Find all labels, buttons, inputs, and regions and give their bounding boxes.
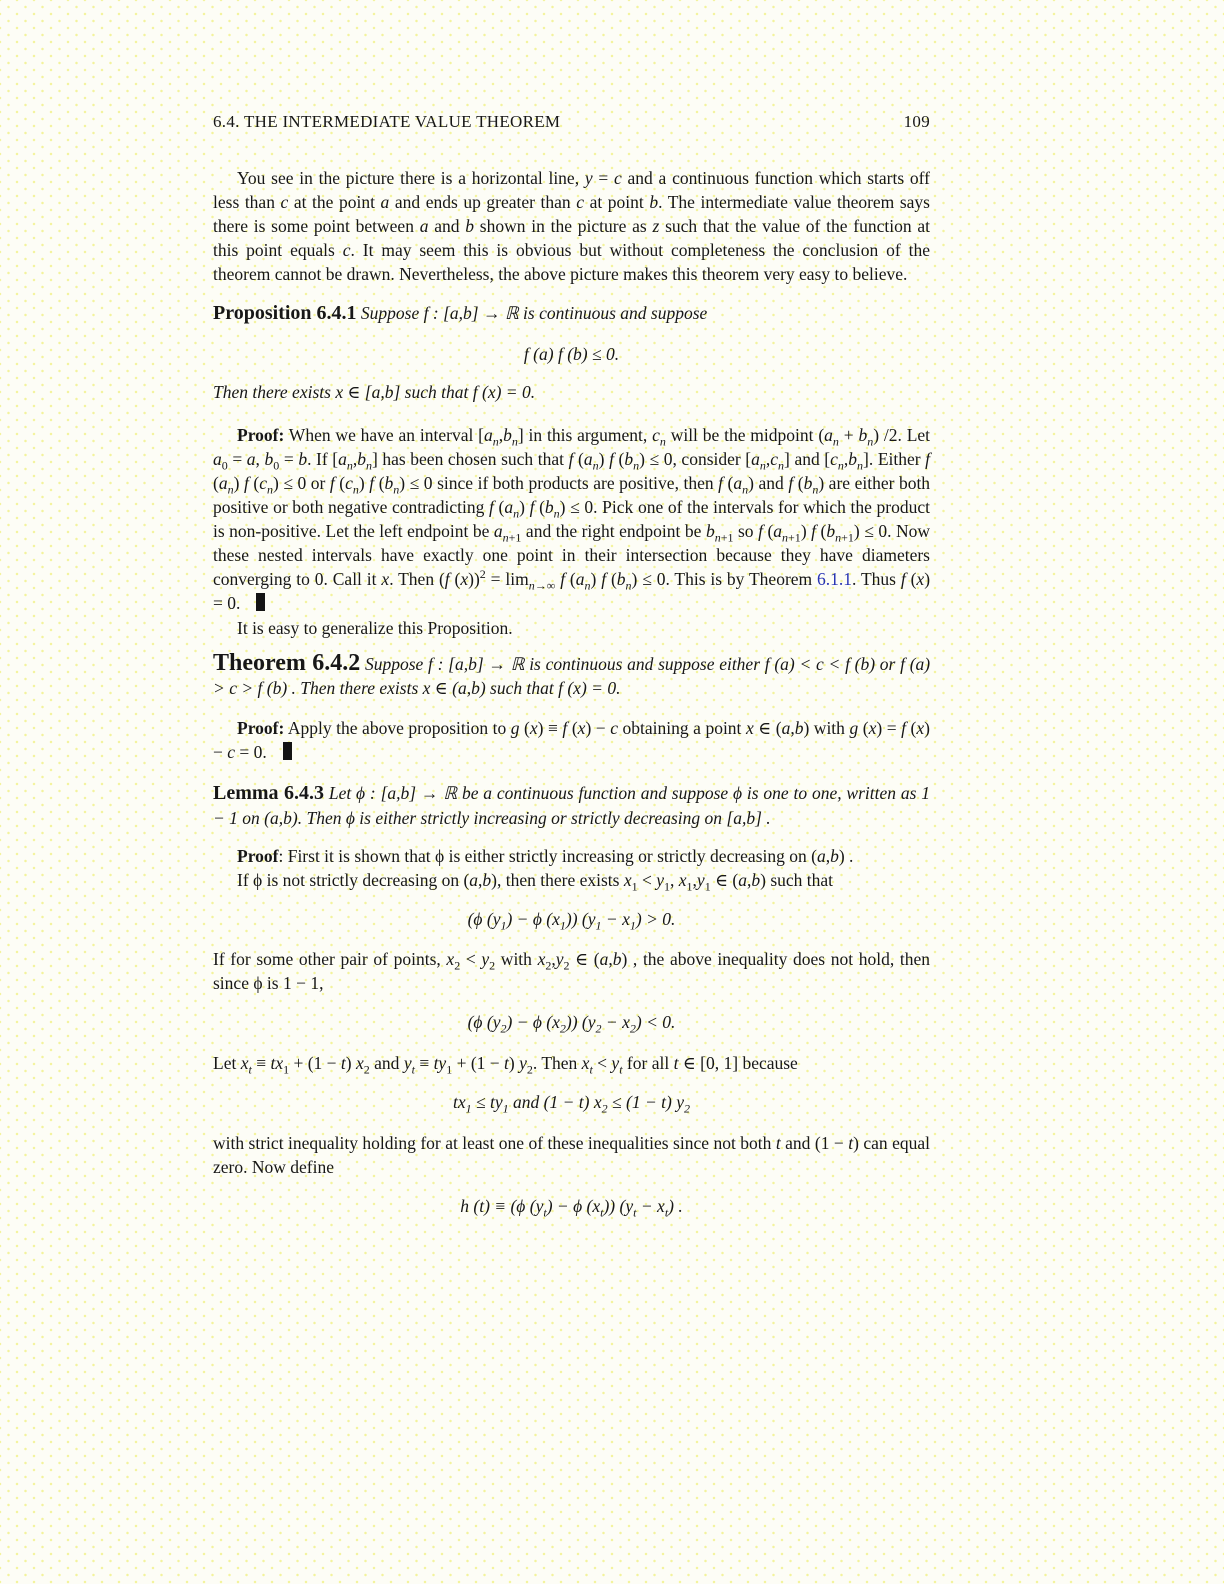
lemma-label: Lemma 6.4.3: [213, 782, 324, 804]
proof-of-theorem-text: Proof: Apply the above proposition to g (x) ≡ f (x) − c obtaining a point x ∈ (a,b) with g (x) = f (x) − c = 0.: [213, 718, 930, 762]
page-number: 109: [903, 112, 930, 131]
display-formula-fafb: f (a) f (b) ≤ 0.: [523, 344, 620, 364]
proposition-statement: Suppose f : [a,b] → ℝ is continuous and suppose: [360, 303, 708, 323]
proof-of-lemma-paragraph-4: Let $x_t \equiv tx_1 + (1 - t)$ $x_2$ and $y_t \equiv ty_1 + (1 - t)$ $y_2$. Then $x_t < y_t$ for all t ∈ [0, 1] because: [213, 1053, 798, 1077]
display-formula-tx1-ty1: $tx_1 \le ty_1$ and (1 − t) $x_2 \le (1 - t)$ $y_2$: [453, 1092, 690, 1116]
theorem-6-4-2: [213, 651, 930, 700]
theorem-6-1-1-reference-link[interactable]: 6.1.1: [817, 569, 853, 589]
theorem-label: Theorem 6.4.2: [213, 650, 361, 676]
intro-paragraph: You see in the picture there is a horizontal line, y = c and a continuous function which starts off less than c at the point a and ends up greater than c at point b. The intermediate value theorem says there is some point between a and b shown in the picture as z such that the value of the function at this point equals c. It may seem this is obvious but without completeness the conclusion of the theorem cannot be drawn. Nevertheless, the above picture makes this theorem very easy to believe.: [213, 168, 931, 284]
qed-box: [256, 593, 265, 611]
proof-of-lemma-paragraph-1: Proof: First it is shown that ϕ is either strictly increasing or strictly decreasing on (a,b) .: [237, 846, 854, 866]
proposition-6-4-1: [213, 301, 930, 325]
lemma-statement: Let ϕ : [a,b] → ℝ be a continuous function and suppose ϕ is one to one, written as 1 − 1 on (a,b). Then ϕ is either strictly increasing or strictly decreasing on [a,b] .: [213, 783, 930, 828]
proof-of-lemma-paragraph-5: with strict inequality holding for at least one of these inequalities since not both t and (1 − t) can equal zero. Now define: [213, 1133, 930, 1177]
proof-of-proposition-text: Proof: When we have an interval $[a_n,b_n]$ in this argument, $c_n$ will be the midpoint $(a_n + b_n)$ /2. Let $a_0 = a$, $b_0 = b$. If $[a_n,b_n]$ has been chosen such that f $(a_n)$ f $(b_n) \le 0$, consider $[a_n,c_n]$ and $[c_n,b_n]$. Either f $(a_n)$ f $(c_n) \le 0$ or f $(c_n)$ f $(b_n) \le 0$ since if both products are positive, then f $(a_n)$ and f $(b_n)$ are either both positive or both negative contradicting f $(a_n)$ f $(b_n) \le 0$. Pick one of the intervals for which the product is non-positive. Let the left endpoint be $a_{n+1}$ and the right endpoint be $b_{n+1}$ so f $(a_{n+1})$ f $(b_{n+1}) \le 0$. Now these nested intervals have exactly one point in their intersection because they have diameters converging to 0. Call it x. Then (f $(x))^2 = \lim_{n\to\infty} f$ $(a_n)$ f $(b_n) \le 0$. This is by Theorem 6.1.1. Thus f (x) = 0.: [213, 425, 931, 613]
generalization-remark: It is easy to generalize this Proposition.: [237, 618, 513, 638]
proof-of-theorem: [213, 716, 930, 764]
proof-of-proposition: [213, 423, 930, 615]
proposition-conclusion: Then there exists x ∈ [a,b] such that f (x) = 0.: [213, 382, 536, 402]
proof-of-lemma-paragraph-2: If ϕ is not strictly decreasing on (a,b), then there exists $x_1 < y_1$, $x_1,y_1$ ∈ (a,b) such that: [237, 870, 834, 894]
theorem-statement: Suppose f : [a,b] → ℝ is continuous and suppose either f (a) < c < f (b) or f (a) > c > f (b) . Then there exists x ∈ (a,b) such that f (x) = 0.: [213, 654, 931, 698]
lemma-6-4-3: [213, 781, 930, 831]
proposition-label: Proposition 6.4.1: [213, 302, 357, 324]
running-head: [213, 112, 930, 132]
qed-box: [283, 742, 292, 760]
display-formula-phi-y2-x2: (ϕ $(y_2) - \phi$ $(x_2)$) $(y_2 - x_2) < 0$.: [467, 1012, 676, 1036]
display-formula-phi-y1-x1: (ϕ $(y_1) - \phi$ $(x_1)$) $(y_1 - x_1) > 0$.: [467, 909, 676, 933]
text-column: [213, 0, 930, 1235]
display-formula-h-t: h (t) ≡ (ϕ $(y_t) - \phi$ $(x_t)$) $(y_t - x_t)$ .: [460, 1196, 683, 1220]
section-header: 6.4. THE INTERMEDIATE VALUE THEOREM: [213, 112, 561, 131]
proof-of-lemma-paragraph-3: If for some other pair of points, $x_2 < y_2$ with $x_2,y_2$ ∈ (a,b) , the above inequality does not hold, then since ϕ is 1 − 1,: [213, 949, 931, 993]
